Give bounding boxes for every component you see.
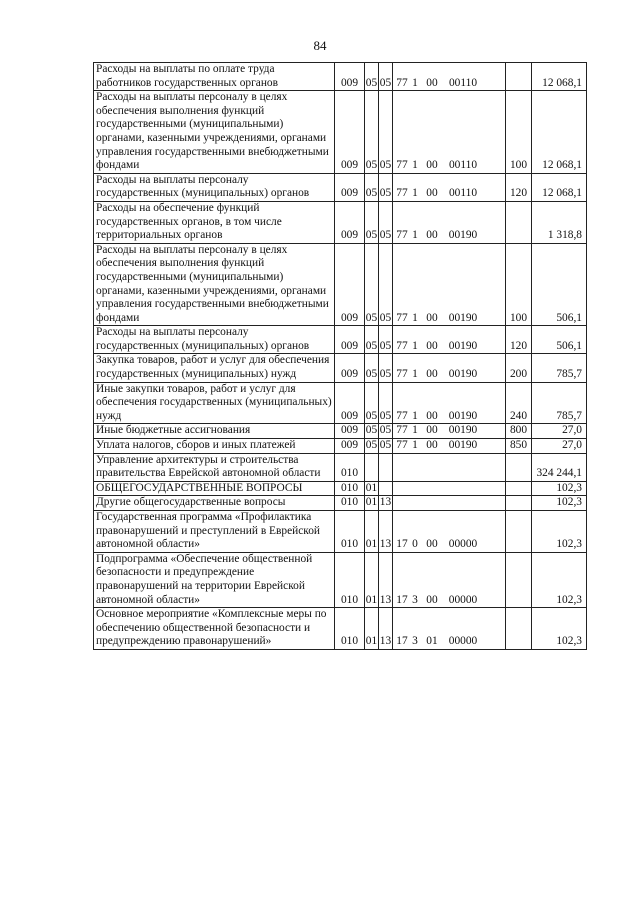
expense-type-cell (506, 496, 532, 511)
target-article-part: 00190 (448, 409, 478, 422)
section-code-cell: 01 (365, 511, 379, 553)
expense-name-cell: Основное мероприятие «Комплексные меры по обеспечению общественной безопасности и предупреждению правонарушений» (94, 608, 335, 650)
expense-type-cell (506, 608, 532, 650)
section-code-cell: 05 (365, 354, 379, 382)
expense-type-cell: 800 (506, 424, 532, 439)
expense-type-cell (506, 552, 532, 607)
target-article-part: 1 (412, 311, 418, 324)
subsection-code-cell: 05 (379, 424, 393, 439)
target-article-cell (393, 496, 506, 511)
expense-name-cell: Расходы на выплаты по оплате труда работников государственных органов (94, 63, 335, 91)
target-article-part: 77 (396, 339, 408, 352)
table-row (94, 91, 587, 174)
section-code-cell: 01 (365, 481, 379, 496)
subsection-code-cell: 13 (379, 552, 393, 607)
ved-code-cell: 010 (335, 511, 365, 553)
target-article-part: 1 (412, 339, 418, 352)
target-article-part: 00190 (448, 439, 478, 452)
target-article-cell (393, 608, 506, 650)
subsection-code-cell: 05 (379, 439, 393, 454)
target-article-part: 00 (426, 311, 438, 324)
ved-code-cell: 009 (335, 201, 365, 243)
target-article-part: 77 (396, 409, 408, 422)
table-row (94, 354, 587, 382)
target-article-part: 77 (396, 439, 408, 452)
target-article-part: 00 (426, 187, 438, 200)
target-article-part: 00190 (448, 339, 478, 352)
table-row (94, 511, 587, 553)
target-article-part: 17 (396, 635, 408, 648)
target-article-part: 77 (396, 368, 408, 381)
target-article-part: 00 (426, 593, 438, 606)
section-code-cell: 05 (365, 439, 379, 454)
table-row (94, 496, 587, 511)
expense-name-cell: Другие общегосударственные вопросы (94, 496, 335, 511)
subsection-code-cell: 13 (379, 511, 393, 553)
amount-cell: 102,3 (532, 608, 587, 650)
table-row (94, 173, 587, 201)
table-row (94, 243, 587, 326)
ved-code-cell: 009 (335, 382, 365, 424)
expense-type-cell (506, 63, 532, 91)
table-row (94, 453, 587, 481)
subsection-code-cell: 13 (379, 608, 393, 650)
target-article-part: 00000 (448, 538, 478, 551)
expense-type-cell (506, 511, 532, 553)
target-article-part: 1 (412, 439, 418, 452)
amount-cell: 27,0 (532, 439, 587, 454)
target-article-part: 1 (412, 424, 418, 437)
amount-cell: 27,0 (532, 424, 587, 439)
expense-type-cell: 100 (506, 243, 532, 326)
section-code-cell: 05 (365, 382, 379, 424)
ved-code-cell: 009 (335, 326, 365, 354)
expense-type-cell: 850 (506, 439, 532, 454)
target-article-part: 00 (426, 439, 438, 452)
target-article-part: 17 (396, 538, 408, 551)
ved-code-cell: 009 (335, 63, 365, 91)
expense-type-cell: 240 (506, 382, 532, 424)
target-article-part: 00 (426, 424, 438, 437)
target-article-part: 77 (396, 187, 408, 200)
ved-code-cell: 010 (335, 453, 365, 481)
subsection-code-cell: 05 (379, 382, 393, 424)
target-article-part: 00190 (448, 424, 478, 437)
subsection-code-cell: 05 (379, 63, 393, 91)
ved-code-cell: 010 (335, 608, 365, 650)
expense-type-cell: 120 (506, 326, 532, 354)
budget-table-body (94, 63, 587, 650)
target-article-part: 1 (412, 229, 418, 242)
amount-cell: 12 068,1 (532, 173, 587, 201)
target-article-cell (393, 354, 506, 382)
table-row (94, 608, 587, 650)
section-code-cell: 05 (365, 63, 379, 91)
subsection-code-cell: 05 (379, 201, 393, 243)
target-article-part: 1 (412, 187, 418, 200)
table-row (94, 481, 587, 496)
ved-code-cell: 009 (335, 91, 365, 174)
subsection-code-cell: 05 (379, 173, 393, 201)
amount-cell: 12 068,1 (532, 91, 587, 174)
subsection-code-cell: 05 (379, 326, 393, 354)
amount-cell: 102,3 (532, 481, 587, 496)
table-row (94, 382, 587, 424)
subsection-code-cell: 05 (379, 354, 393, 382)
section-code-cell: 05 (365, 201, 379, 243)
target-article-part: 00190 (448, 311, 478, 324)
section-code-cell: 05 (365, 243, 379, 326)
target-article-part: 77 (396, 76, 408, 89)
table-row (94, 439, 587, 454)
section-code-cell: 05 (365, 173, 379, 201)
target-article-cell (393, 173, 506, 201)
target-article-part: 77 (396, 159, 408, 172)
target-article-part: 00190 (448, 368, 478, 381)
page-number: 84 (313, 38, 327, 53)
ved-code-cell: 010 (335, 496, 365, 511)
expense-type-cell: 200 (506, 354, 532, 382)
section-code-cell: 01 (365, 496, 379, 511)
target-article-part: 17 (396, 593, 408, 606)
expense-name-cell: Расходы на выплаты персоналу государственных (муниципальных) органов (94, 326, 335, 354)
target-article-cell (393, 481, 506, 496)
target-article-part: 00 (426, 368, 438, 381)
expense-name-cell: Закупка товаров, работ и услуг для обеспечения государственных (муниципальных) нужд (94, 354, 335, 382)
target-article-part: 0 (412, 538, 418, 551)
amount-cell: 102,3 (532, 496, 587, 511)
target-article-part: 00 (426, 538, 438, 551)
target-article-part: 1 (412, 368, 418, 381)
subsection-code-cell: 05 (379, 91, 393, 174)
section-code-cell: 05 (365, 326, 379, 354)
amount-cell: 12 068,1 (532, 63, 587, 91)
expense-name-cell: Уплата налогов, сборов и иных платежей (94, 439, 335, 454)
target-article-part: 01 (426, 635, 438, 648)
expense-name-cell: Расходы на выплаты персоналу в целях обеспечения выполнения функций государственными (муниципальными) органами, казенными учреждениями, органами управления государственными внебюджетными фондами (94, 243, 335, 326)
section-code-cell: 01 (365, 608, 379, 650)
amount-cell: 102,3 (532, 552, 587, 607)
amount-cell: 506,1 (532, 243, 587, 326)
subsection-code-cell (379, 453, 393, 481)
ved-code-cell: 009 (335, 424, 365, 439)
target-article-cell (393, 552, 506, 607)
amount-cell: 506,1 (532, 326, 587, 354)
target-article-cell (393, 511, 506, 553)
amount-cell: 785,7 (532, 382, 587, 424)
ved-code-cell: 009 (335, 354, 365, 382)
target-article-cell (393, 63, 506, 91)
target-article-cell (393, 439, 506, 454)
target-article-cell (393, 91, 506, 174)
target-article-cell (393, 424, 506, 439)
section-code-cell: 05 (365, 91, 379, 174)
target-article-part: 3 (412, 593, 418, 606)
expense-name-cell: Расходы на обеспечение функций государственных органов, в том числе территориальных органов (94, 201, 335, 243)
expense-type-cell (506, 481, 532, 496)
target-article-part: 00110 (448, 159, 478, 172)
target-article-part: 00 (426, 76, 438, 89)
expense-type-cell: 100 (506, 91, 532, 174)
expense-type-cell (506, 201, 532, 243)
section-code-cell: 01 (365, 552, 379, 607)
target-article-part: 00 (426, 159, 438, 172)
amount-cell: 785,7 (532, 354, 587, 382)
table-row (94, 201, 587, 243)
table-row (94, 552, 587, 607)
target-article-part: 00110 (448, 187, 478, 200)
amount-cell: 324 244,1 (532, 453, 587, 481)
target-article-part: 00110 (448, 76, 478, 89)
target-article-cell (393, 382, 506, 424)
target-article-part: 00 (426, 339, 438, 352)
target-article-part: 00000 (448, 635, 478, 648)
expense-name-cell: ОБЩЕГОСУДАРСТВЕННЫЕ ВОПРОСЫ (94, 481, 335, 496)
target-article-cell (393, 201, 506, 243)
section-code-cell (365, 453, 379, 481)
target-article-part: 3 (412, 635, 418, 648)
ved-code-cell: 010 (335, 481, 365, 496)
expense-type-cell (506, 453, 532, 481)
expense-name-cell: Иные бюджетные ассигнования (94, 424, 335, 439)
target-article-part: 00190 (448, 229, 478, 242)
target-article-cell (393, 453, 506, 481)
target-article-part: 1 (412, 409, 418, 422)
expense-name-cell: Иные закупки товаров, работ и услуг для обеспечения государственных (муниципальных) нужд (94, 382, 335, 424)
expense-type-cell: 120 (506, 173, 532, 201)
target-article-cell (393, 326, 506, 354)
table-row (94, 326, 587, 354)
section-code-cell: 05 (365, 424, 379, 439)
table-row (94, 424, 587, 439)
budget-table (93, 62, 587, 650)
target-article-part: 00000 (448, 593, 478, 606)
expense-name-cell: Расходы на выплаты персоналу государственных (муниципальных) органов (94, 173, 335, 201)
ved-code-cell: 009 (335, 439, 365, 454)
target-article-part: 77 (396, 229, 408, 242)
expense-name-cell: Подпрограмма «Обеспечение общественной безопасности и предупреждение правонарушений на территории Еврейской автономной области» (94, 552, 335, 607)
target-article-cell (393, 243, 506, 326)
ved-code-cell: 009 (335, 173, 365, 201)
expense-name-cell: Управление архитектуры и строительства правительства Еврейской автономной области (94, 453, 335, 481)
target-article-part: 77 (396, 311, 408, 324)
target-article-part: 77 (396, 424, 408, 437)
subsection-code-cell: 05 (379, 243, 393, 326)
subsection-code-cell: 13 (379, 496, 393, 511)
target-article-part: 00 (426, 409, 438, 422)
amount-cell: 102,3 (532, 511, 587, 553)
amount-cell: 1 318,8 (532, 201, 587, 243)
ved-code-cell: 009 (335, 243, 365, 326)
expense-name-cell: Государственная программа «Профилактика правонарушений и преступлений в Еврейской автономной области» (94, 511, 335, 553)
subsection-code-cell (379, 481, 393, 496)
target-article-part: 00 (426, 229, 438, 242)
table-row (94, 63, 587, 91)
ved-code-cell: 010 (335, 552, 365, 607)
target-article-part: 1 (412, 76, 418, 89)
expense-name-cell: Расходы на выплаты персоналу в целях обеспечения выполнения функций государственными (муниципальными) органами, казенными учреждениями, органами управления государственными внебюджетными фондами (94, 91, 335, 174)
target-article-part: 1 (412, 159, 418, 172)
